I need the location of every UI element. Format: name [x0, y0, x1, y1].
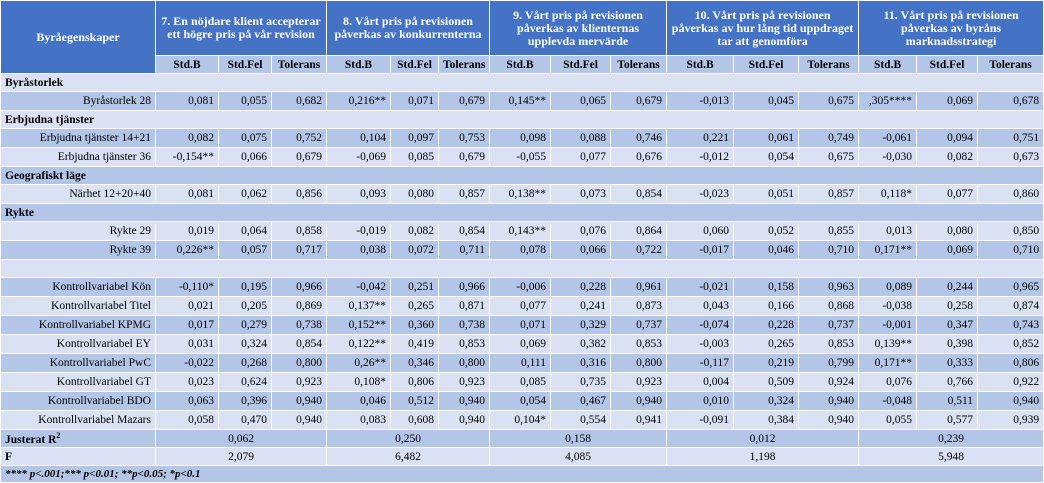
value-cell: 0,850 [978, 222, 1044, 241]
value-cell: 0,735 [551, 373, 611, 392]
value-cell: 0,396 [219, 392, 272, 411]
value-cell: 0,753 [439, 129, 490, 148]
value-cell: 0,673 [978, 148, 1044, 167]
value-cell: -0,091 [667, 411, 734, 430]
value-cell: 0,097 [391, 129, 439, 148]
value-cell: 0,873 [611, 297, 667, 316]
value-cell: 0,26** [327, 354, 391, 373]
value-cell: 0,347 [917, 316, 978, 335]
row-label: Rykte 29 [1, 222, 156, 241]
value-cell: 0,045 [734, 92, 799, 111]
value-cell: 0,137** [327, 297, 391, 316]
f-stat-row-value: 4,085 [490, 448, 667, 466]
adjusted-r2-row-label-text: Justerat R [5, 433, 57, 446]
section-label: Geografiskt läge [1, 167, 1044, 185]
value-cell: 0,205 [219, 297, 272, 316]
value-cell: 0,940 [978, 392, 1044, 411]
value-cell: 0,216** [327, 92, 391, 111]
value-cell: 0,316 [551, 354, 611, 373]
value-cell: 0,856 [272, 185, 327, 204]
table-row [1, 222, 1044, 241]
value-cell: 0,265 [391, 297, 439, 316]
value-cell: -0,023 [667, 185, 734, 204]
value-cell: 0,076 [859, 373, 917, 392]
value-cell: 0,051 [734, 185, 799, 204]
value-cell: 0,241 [551, 297, 611, 316]
value-cell: 0,279 [219, 316, 272, 335]
value-cell: 0,138** [490, 185, 551, 204]
value-cell: 0,384 [734, 411, 799, 430]
value-cell: 0,104* [490, 411, 551, 430]
subheader-row [1, 56, 1044, 74]
value-cell: -0,021 [667, 278, 734, 297]
value-cell: 0,871 [439, 297, 490, 316]
value-cell: 0,052 [734, 222, 799, 241]
value-cell: 0,737 [799, 316, 859, 335]
value-cell: -0,030 [859, 148, 917, 167]
row-label: Kontrollvariabel PwC [1, 354, 156, 373]
significance-footnote: **** p<.001;*** p<0.01; **p<0.05; *p<0.1 [1, 466, 1044, 483]
value-cell: 0,143** [490, 222, 551, 241]
value-cell: 0,082 [391, 222, 439, 241]
value-cell: 0,077 [490, 297, 551, 316]
header-model-9: 9. Vårt pris på revisionen påverkas av klienternas upplevda mervärde [490, 1, 667, 56]
row-label: Rykte 39 [1, 241, 156, 260]
table-row [1, 297, 1044, 316]
value-cell: 0,923 [272, 373, 327, 392]
adjusted-r2-row [1, 430, 1044, 448]
section-label: Erbjudna tjänster [1, 111, 1044, 129]
value-cell: 0,063 [156, 392, 219, 411]
subheader-std-fel: Std.Fel [734, 56, 799, 74]
value-cell: 0,046 [327, 392, 391, 411]
value-cell: 0,054 [490, 392, 551, 411]
value-cell: 0,722 [611, 241, 667, 260]
value-cell: 0,111 [490, 354, 551, 373]
value-cell: 0,108* [327, 373, 391, 392]
value-cell: 0,752 [272, 129, 327, 148]
row-label: Byråstorlek 28 [1, 92, 156, 111]
f-stat-row-value: 5,948 [859, 448, 1044, 466]
value-cell: 0,268 [219, 354, 272, 373]
value-cell: 0,853 [611, 335, 667, 354]
value-cell: 0,145** [490, 92, 551, 111]
value-cell: -0,013 [667, 92, 734, 111]
value-cell: 0,010 [667, 392, 734, 411]
table-body [1, 74, 1044, 483]
value-cell: 0,679 [611, 92, 667, 111]
value-cell: -0,154** [156, 148, 219, 167]
value-cell: 0,075 [219, 129, 272, 148]
value-cell: 0,071 [490, 316, 551, 335]
value-cell: 0,221 [667, 129, 734, 148]
value-cell: 0,073 [551, 185, 611, 204]
value-cell: 0,004 [667, 373, 734, 392]
header-model-11: 11. Vårt pris på revisionen påverkas av byråns marknadsstrategi [859, 1, 1044, 56]
table-row [1, 92, 1044, 111]
value-cell: 0,021 [156, 297, 219, 316]
subheader-std-fel: Std.Fel [551, 56, 611, 74]
value-cell: 0,333 [917, 354, 978, 373]
value-cell: 0,118* [859, 185, 917, 204]
value-cell: 0,854 [611, 185, 667, 204]
value-cell: 0,939 [978, 411, 1044, 430]
header-first: Byråegenskaper [1, 1, 156, 74]
value-cell: 0,940 [439, 411, 490, 430]
value-cell: 0,940 [272, 392, 327, 411]
subheader-tolerans: Tolerans [272, 56, 327, 74]
value-cell: 0,710 [799, 241, 859, 260]
value-cell: 0,965 [978, 278, 1044, 297]
value-cell: 0,966 [439, 278, 490, 297]
subheader-std-b: Std.B [490, 56, 551, 74]
value-cell: 0,094 [917, 129, 978, 148]
spacer-cell [1, 260, 1044, 278]
value-cell: 0,941 [611, 411, 667, 430]
value-cell: 0,855 [799, 222, 859, 241]
value-cell: 0,738 [272, 316, 327, 335]
value-cell: 0,019 [156, 222, 219, 241]
value-cell: 0,923 [439, 373, 490, 392]
value-cell: 0,857 [439, 185, 490, 204]
value-cell: 0,324 [734, 392, 799, 411]
table-row [1, 316, 1044, 335]
value-cell: -0,019 [327, 222, 391, 241]
value-cell: 0,069 [490, 335, 551, 354]
table-row [1, 354, 1044, 373]
value-cell: 0,080 [391, 185, 439, 204]
value-cell: -0,055 [490, 148, 551, 167]
value-cell: 0,963 [799, 278, 859, 297]
value-cell: 0,104 [327, 129, 391, 148]
value-cell: 0,013 [859, 222, 917, 241]
value-cell: 0,679 [272, 148, 327, 167]
value-cell: 0,624 [219, 373, 272, 392]
value-cell: 0,258 [917, 297, 978, 316]
value-cell: 0,054 [734, 148, 799, 167]
value-cell: 0,853 [439, 335, 490, 354]
table-row [1, 392, 1044, 411]
table-row [1, 148, 1044, 167]
value-cell: 0,678 [978, 92, 1044, 111]
row-label: Kontrollvariabel GT [1, 373, 156, 392]
subheader-std-b: Std.B [859, 56, 917, 74]
value-cell: 0,139** [859, 335, 917, 354]
value-cell: 0,679 [439, 92, 490, 111]
value-cell: 0,940 [799, 411, 859, 430]
value-cell: -0,110* [156, 278, 219, 297]
value-cell: 0,924 [799, 373, 859, 392]
value-cell: 0,244 [917, 278, 978, 297]
value-cell: 0,080 [917, 222, 978, 241]
value-cell: 0,171** [859, 241, 917, 260]
value-cell: 0,081 [156, 185, 219, 204]
adjusted-r2-row-value: 0,062 [156, 430, 327, 448]
value-cell: 0,940 [439, 392, 490, 411]
value-cell: -0,061 [859, 129, 917, 148]
spacer-row [1, 260, 1044, 278]
row-label: Kontrollvariabel KPMG [1, 316, 156, 335]
value-cell: 0,608 [391, 411, 439, 430]
value-cell: 0,806 [978, 354, 1044, 373]
value-cell: -0,117 [667, 354, 734, 373]
value-cell: 0,062 [219, 185, 272, 204]
subheader-std-b: Std.B [156, 56, 219, 74]
value-cell: 0,058 [156, 411, 219, 430]
value-cell: -0,003 [667, 335, 734, 354]
value-cell: 0,398 [917, 335, 978, 354]
value-cell: 0,346 [391, 354, 439, 373]
value-cell: 0,852 [978, 335, 1044, 354]
value-cell: 0,061 [734, 129, 799, 148]
value-cell: 0,072 [391, 241, 439, 260]
section-row [1, 74, 1044, 92]
f-stat-row [1, 448, 1044, 466]
value-cell: 0,512 [391, 392, 439, 411]
value-cell: 0,799 [799, 354, 859, 373]
value-cell: 0,509 [734, 373, 799, 392]
value-cell: 0,158 [734, 278, 799, 297]
value-cell: 0,858 [272, 222, 327, 241]
value-cell: 0,066 [551, 241, 611, 260]
f-stat-row-value: 2,079 [156, 448, 327, 466]
value-cell: 0,854 [272, 335, 327, 354]
value-cell: 0,864 [611, 222, 667, 241]
value-cell: 0,679 [439, 148, 490, 167]
value-cell: 0,226** [156, 241, 219, 260]
value-cell: 0,860 [978, 185, 1044, 204]
value-cell: 0,746 [611, 129, 667, 148]
section-row [1, 111, 1044, 129]
value-cell: -0,017 [667, 241, 734, 260]
value-cell: 0,085 [391, 148, 439, 167]
value-cell: -0,042 [327, 278, 391, 297]
value-cell: 0,382 [551, 335, 611, 354]
value-cell: 0,751 [978, 129, 1044, 148]
adjusted-r2-row-label-sup: 2 [56, 431, 61, 441]
value-cell: 0,800 [272, 354, 327, 373]
subheader-std-fel: Std.Fel [219, 56, 272, 74]
value-cell: -0,048 [859, 392, 917, 411]
value-cell: 0,961 [611, 278, 667, 297]
table-row [1, 411, 1044, 430]
footnote-row [1, 466, 1044, 483]
value-cell: 0,069 [917, 92, 978, 111]
adjusted-r2-row-value: 0,239 [859, 430, 1044, 448]
value-cell: 0,800 [611, 354, 667, 373]
table-row [1, 278, 1044, 297]
value-cell: 0,675 [799, 148, 859, 167]
value-cell: 0,081 [156, 92, 219, 111]
row-label: Kontrollvariabel Mazars [1, 411, 156, 430]
value-cell: 0,738 [439, 316, 490, 335]
value-cell: 0,098 [490, 129, 551, 148]
value-cell: 0,088 [551, 129, 611, 148]
value-cell: 0,940 [272, 411, 327, 430]
value-cell: 0,923 [611, 373, 667, 392]
value-cell: 0,676 [611, 148, 667, 167]
value-cell: 0,511 [917, 392, 978, 411]
table-row [1, 373, 1044, 392]
f-stat-row-value: 6,482 [327, 448, 490, 466]
value-cell: 0,195 [219, 278, 272, 297]
value-cell: 0,711 [439, 241, 490, 260]
value-cell: 0,219 [734, 354, 799, 373]
subheader-std-b: Std.B [667, 56, 734, 74]
value-cell: 0,085 [490, 373, 551, 392]
subheader-tolerans: Tolerans [799, 56, 859, 74]
value-cell: 0,043 [667, 297, 734, 316]
adjusted-r2-row-value: 0,012 [667, 430, 859, 448]
value-cell: 0,082 [156, 129, 219, 148]
section-label: Byråstorlek [1, 74, 1044, 92]
value-cell: 0,743 [978, 316, 1044, 335]
value-cell: 0,853 [799, 335, 859, 354]
value-cell: 0,857 [799, 185, 859, 204]
value-cell: 0,066 [219, 148, 272, 167]
value-cell: 0,854 [439, 222, 490, 241]
subheader-tolerans: Tolerans [611, 56, 667, 74]
value-cell: 0,152** [327, 316, 391, 335]
value-cell: 0,554 [551, 411, 611, 430]
value-cell: 0,324 [219, 335, 272, 354]
value-cell: 0,023 [156, 373, 219, 392]
value-cell: 0,329 [551, 316, 611, 335]
value-cell: 0,055 [219, 92, 272, 111]
value-cell: 0,077 [551, 148, 611, 167]
section-label: Rykte [1, 204, 1044, 222]
subheader-std-fel: Std.Fel [391, 56, 439, 74]
value-cell: 0,228 [734, 316, 799, 335]
value-cell: 0,093 [327, 185, 391, 204]
value-cell: 0,064 [219, 222, 272, 241]
value-cell: 0,171** [859, 354, 917, 373]
value-cell: 0,766 [917, 373, 978, 392]
subheader-std-b: Std.B [327, 56, 391, 74]
value-cell: 0,077 [917, 185, 978, 204]
row-label: Kontrollvariabel BDO [1, 392, 156, 411]
value-cell: 0,940 [611, 392, 667, 411]
adjusted-r2-row-value: 0,250 [327, 430, 490, 448]
value-cell: 0,806 [391, 373, 439, 392]
header-model-7: 7. En nöjdare klient accepterar ett högre pris på vår revision [156, 1, 327, 56]
row-label: Erbjudna tjänster 36 [1, 148, 156, 167]
value-cell: 0,869 [272, 297, 327, 316]
value-cell: 0,419 [391, 335, 439, 354]
row-label: Närhet 12+20+40 [1, 185, 156, 204]
value-cell: 0,078 [490, 241, 551, 260]
value-cell: 0,251 [391, 278, 439, 297]
value-cell: -0,074 [667, 316, 734, 335]
value-cell: 0,749 [799, 129, 859, 148]
table-row [1, 335, 1044, 354]
adjusted-r2-row-label [1, 430, 156, 448]
value-cell: 0,017 [156, 316, 219, 335]
value-cell: 0,031 [156, 335, 219, 354]
value-cell: 0,874 [978, 297, 1044, 316]
value-cell: 0,228 [551, 278, 611, 297]
table-row [1, 185, 1044, 204]
section-row [1, 204, 1044, 222]
f-stat-row-label [1, 448, 156, 466]
value-cell: 0,122** [327, 335, 391, 354]
value-cell: ,305**** [859, 92, 917, 111]
value-cell: 0,069 [917, 241, 978, 260]
row-label: Kontrollvariabel Titel [1, 297, 156, 316]
value-cell: 0,065 [551, 92, 611, 111]
value-cell: 0,071 [391, 92, 439, 111]
value-cell: -0,038 [859, 297, 917, 316]
value-cell: 0,922 [978, 373, 1044, 392]
value-cell: 0,868 [799, 297, 859, 316]
value-cell: 0,265 [734, 335, 799, 354]
subheader-tolerans: Tolerans [439, 56, 490, 74]
adjusted-r2-row-value: 0,158 [490, 430, 667, 448]
value-cell: 0,089 [859, 278, 917, 297]
value-cell: 0,737 [611, 316, 667, 335]
value-cell: 0,682 [272, 92, 327, 111]
row-label: Erbjudna tjänster 14+21 [1, 129, 156, 148]
value-cell: 0,055 [859, 411, 917, 430]
value-cell: 0,166 [734, 297, 799, 316]
header-model-8: 8. Vårt pris på revisionen påverkas av konkurrenterna [327, 1, 490, 56]
f-stat-row-value: 1,198 [667, 448, 859, 466]
value-cell: 0,060 [667, 222, 734, 241]
value-cell: -0,022 [156, 354, 219, 373]
table-row [1, 129, 1044, 148]
value-cell: 0,710 [978, 241, 1044, 260]
value-cell: 0,966 [272, 278, 327, 297]
value-cell: 0,577 [917, 411, 978, 430]
f-stat-row-label-text: F [5, 450, 13, 463]
value-cell: -0,069 [327, 148, 391, 167]
table-row [1, 241, 1044, 260]
value-cell: -0,006 [490, 278, 551, 297]
value-cell: 0,717 [272, 241, 327, 260]
value-cell: -0,001 [859, 316, 917, 335]
value-cell: 0,057 [219, 241, 272, 260]
header-model-10: 10. Vårt pris på revisionen påverkas av hur lång tid uppdraget tar att genomföra [667, 1, 859, 56]
value-cell: 0,940 [799, 392, 859, 411]
value-cell: 0,082 [917, 148, 978, 167]
value-cell: 0,360 [391, 316, 439, 335]
value-cell: 0,675 [799, 92, 859, 111]
row-label: Kontrollvariabel EY [1, 335, 156, 354]
section-row [1, 167, 1044, 185]
value-cell: -0,012 [667, 148, 734, 167]
value-cell: 0,046 [734, 241, 799, 260]
value-cell: 0,076 [551, 222, 611, 241]
row-label: Kontrollvariabel Kön [1, 278, 156, 297]
value-cell: 0,800 [439, 354, 490, 373]
subheader-std-fel: Std.Fel [917, 56, 978, 74]
subheader-tolerans: Tolerans [978, 56, 1044, 74]
value-cell: 0,467 [551, 392, 611, 411]
value-cell: 0,470 [219, 411, 272, 430]
value-cell: 0,083 [327, 411, 391, 430]
value-cell: 0,038 [327, 241, 391, 260]
header-row [1, 1, 1044, 56]
